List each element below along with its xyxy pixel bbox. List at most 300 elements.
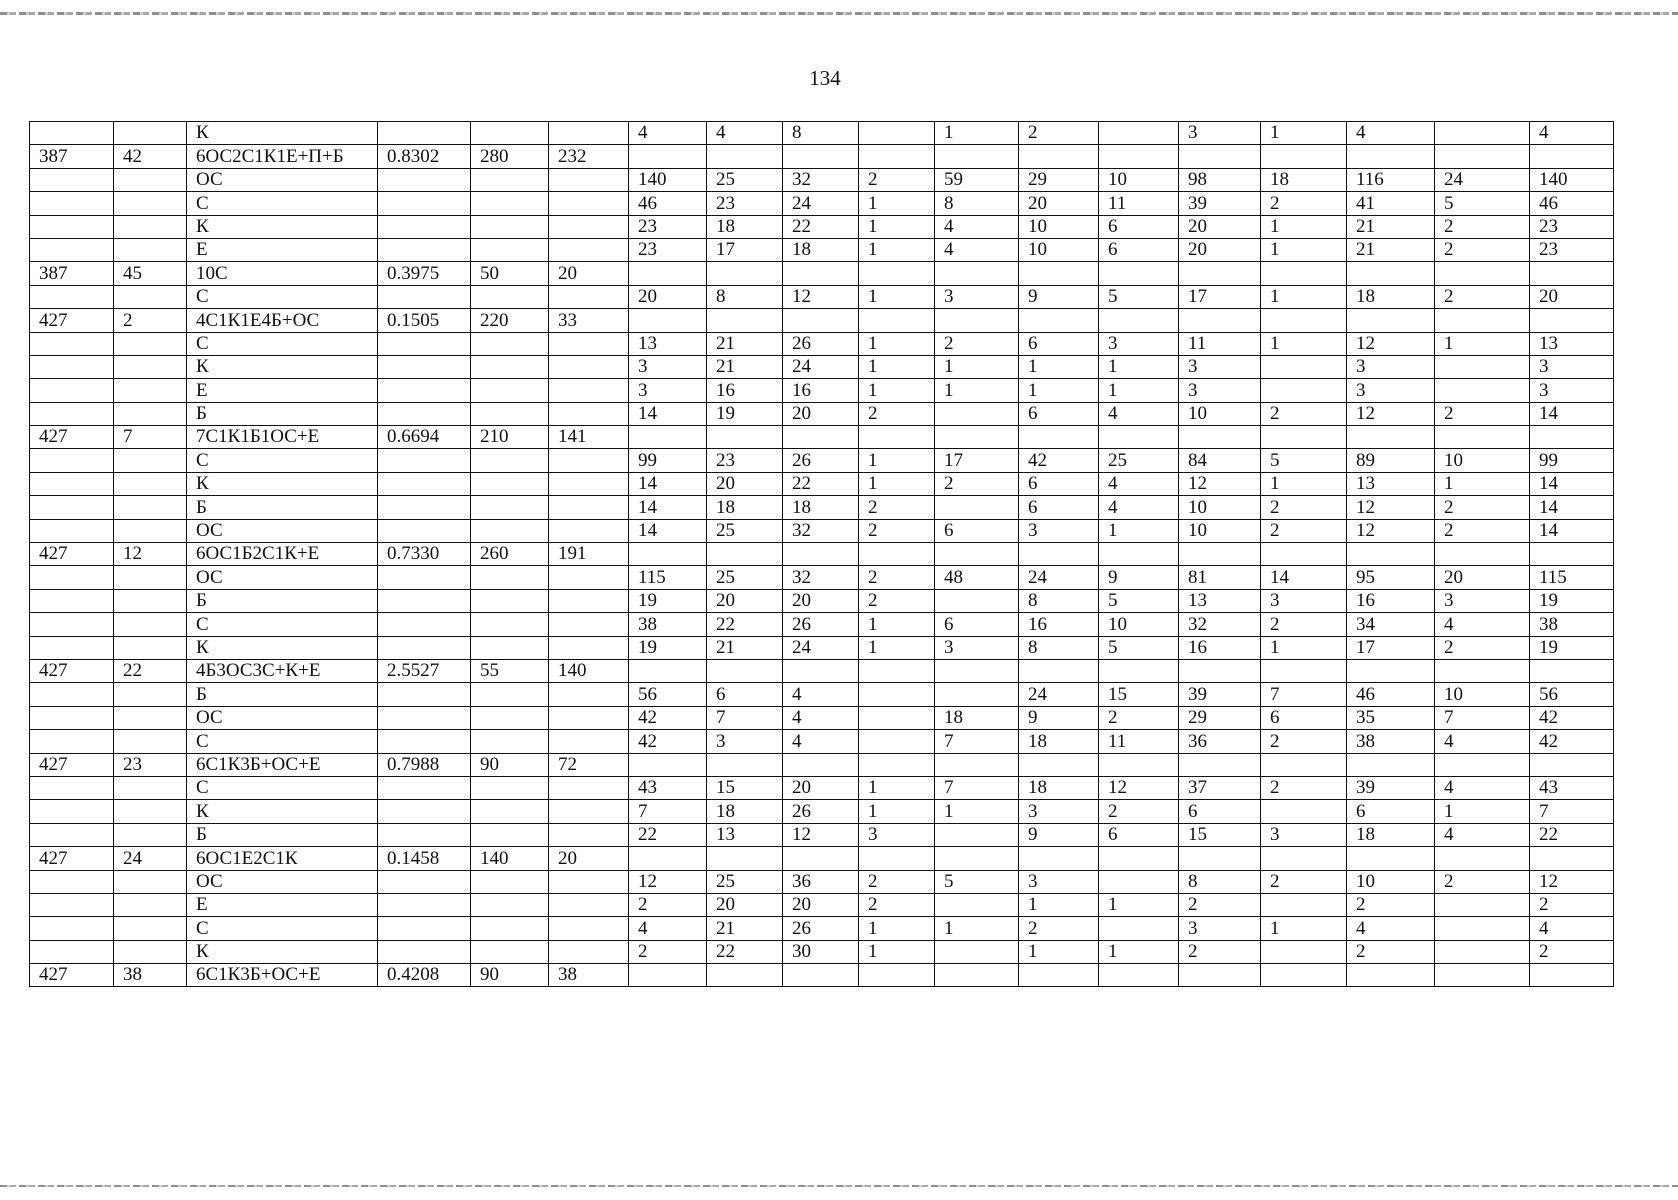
table-cell (629, 847, 707, 870)
table-cell (783, 262, 859, 285)
table-cell: 19 (1530, 589, 1614, 612)
table-cell: 2.5527 (378, 659, 471, 682)
table-cell: 22 (783, 215, 859, 238)
table-cell: 1 (1019, 940, 1099, 963)
table-cell: 6 (1019, 496, 1099, 519)
table-cell: 2 (1099, 706, 1179, 729)
table-cell: 2 (859, 496, 935, 519)
table-cell (30, 800, 114, 823)
table-cell (1179, 426, 1261, 449)
table-cell: 20 (783, 589, 859, 612)
table-cell (1019, 847, 1099, 870)
table-cell (378, 192, 471, 215)
table-cell (859, 309, 935, 332)
table-cell (1019, 543, 1099, 566)
table-cell: 18 (707, 496, 783, 519)
table-cell: 12 (114, 543, 187, 566)
table-row (30, 753, 1614, 776)
table-cell (114, 285, 187, 308)
table-cell (378, 823, 471, 846)
table-cell: 95 (1347, 566, 1435, 589)
table-row (30, 683, 1614, 706)
table-cell: 5 (1099, 636, 1179, 659)
table-cell: 43 (629, 776, 707, 799)
table-cell: 14 (629, 472, 707, 495)
table-cell (1261, 426, 1347, 449)
table-cell: 1 (1261, 636, 1347, 659)
table-cell (114, 589, 187, 612)
table-row (30, 917, 1614, 940)
table-cell (114, 215, 187, 238)
table-cell: 4 (707, 122, 783, 145)
table-cell: 280 (471, 145, 549, 168)
table-cell: 1 (1099, 379, 1179, 402)
table-cell: С (187, 730, 378, 753)
table-cell: 1 (1435, 800, 1530, 823)
table-cell: 11 (1099, 192, 1179, 215)
table-cell: 2 (859, 870, 935, 893)
table-cell: 9 (1099, 566, 1179, 589)
table-cell: 1 (1099, 893, 1179, 916)
table-cell (1435, 543, 1530, 566)
table-cell: 6ОС2С1К1Е+П+Б (187, 145, 378, 168)
table-cell: 19 (629, 589, 707, 612)
table-cell (378, 613, 471, 636)
table-cell (1530, 309, 1614, 332)
table-row (30, 332, 1614, 355)
table-cell (114, 449, 187, 472)
table-cell (378, 589, 471, 612)
table-row (30, 426, 1614, 449)
table-cell (30, 917, 114, 940)
table-row (30, 355, 1614, 378)
table-cell: 11 (1179, 332, 1261, 355)
table-cell: 4 (1435, 613, 1530, 636)
table-cell: 2 (1435, 519, 1530, 542)
table-cell: 1 (935, 379, 1019, 402)
table-cell (549, 192, 629, 215)
table-cell (30, 332, 114, 355)
table-cell (783, 847, 859, 870)
table-cell: 140 (549, 659, 629, 682)
scan-edge-bottom (0, 1185, 1678, 1187)
table-cell: 14 (1530, 472, 1614, 495)
table-cell (935, 940, 1019, 963)
table-cell (1261, 145, 1347, 168)
table-row (30, 823, 1614, 846)
table-cell (471, 823, 549, 846)
table-cell: 2 (1179, 893, 1261, 916)
table-cell: 1 (1261, 122, 1347, 145)
table-cell (935, 964, 1019, 987)
table-cell (1019, 659, 1099, 682)
table-cell (707, 847, 783, 870)
table-cell (1435, 940, 1530, 963)
table-cell: 5 (1099, 589, 1179, 612)
table-row (30, 449, 1614, 472)
table-cell: 1 (935, 355, 1019, 378)
table-cell (783, 964, 859, 987)
table-cell: 39 (1179, 192, 1261, 215)
table-cell (549, 566, 629, 589)
table-cell: 42 (629, 706, 707, 729)
table-cell (471, 917, 549, 940)
table-cell: 46 (1530, 192, 1614, 215)
table-cell (707, 543, 783, 566)
table-cell (1347, 262, 1435, 285)
table-cell (859, 122, 935, 145)
table-cell: 2 (859, 893, 935, 916)
table-cell (114, 917, 187, 940)
table-cell: 1 (859, 776, 935, 799)
table-cell: 12 (1099, 776, 1179, 799)
table-cell (1099, 145, 1179, 168)
table-cell: 2 (629, 893, 707, 916)
table-cell: 1 (1435, 332, 1530, 355)
table-cell: 14 (1261, 566, 1347, 589)
table-cell: 22 (114, 659, 187, 682)
table-cell (935, 426, 1019, 449)
table-cell: 2 (1435, 402, 1530, 425)
table-cell (1099, 659, 1179, 682)
table-cell: 2 (1347, 893, 1435, 916)
table-cell: 2 (859, 402, 935, 425)
table-cell: 1 (859, 917, 935, 940)
table-cell: 13 (1347, 472, 1435, 495)
table-cell: 16 (1179, 636, 1261, 659)
table-cell: 115 (1530, 566, 1614, 589)
table-body (30, 122, 1614, 987)
table-cell (378, 730, 471, 753)
table-cell (1019, 964, 1099, 987)
table-row (30, 800, 1614, 823)
table-cell: 17 (707, 238, 783, 261)
table-cell: 2 (629, 940, 707, 963)
table-cell: 2 (859, 168, 935, 191)
table-cell (471, 589, 549, 612)
table-cell: 14 (1530, 519, 1614, 542)
table-row (30, 776, 1614, 799)
table-cell (114, 566, 187, 589)
table-cell (1179, 659, 1261, 682)
table-cell (471, 613, 549, 636)
table-cell: 6 (935, 613, 1019, 636)
table-cell (1530, 543, 1614, 566)
table-cell: 427 (30, 659, 114, 682)
table-cell (30, 449, 114, 472)
table-cell: 0.1458 (378, 847, 471, 870)
table-row (30, 238, 1614, 261)
table-cell: 24 (783, 192, 859, 215)
table-cell: 1 (859, 379, 935, 402)
table-cell (30, 496, 114, 519)
table-cell: К (187, 636, 378, 659)
table-cell: 260 (471, 543, 549, 566)
table-cell: 6 (1179, 800, 1261, 823)
table-cell (1099, 753, 1179, 776)
table-cell (783, 659, 859, 682)
table-cell: 3 (1019, 870, 1099, 893)
table-cell: К (187, 122, 378, 145)
table-row (30, 636, 1614, 659)
table-cell (30, 730, 114, 753)
table-cell (629, 543, 707, 566)
table-cell (378, 683, 471, 706)
table-cell: Б (187, 402, 378, 425)
table-cell (783, 309, 859, 332)
table-cell: 41 (1347, 192, 1435, 215)
table-cell: 46 (1347, 683, 1435, 706)
table-cell (1261, 659, 1347, 682)
table-cell: 4 (1099, 402, 1179, 425)
table-cell (935, 402, 1019, 425)
table-cell: 12 (1347, 402, 1435, 425)
table-cell: 6ОС1Б2С1К+Е (187, 543, 378, 566)
table-cell: 4 (629, 917, 707, 940)
table-cell: 10 (1435, 449, 1530, 472)
table-cell: 7 (629, 800, 707, 823)
table-cell: 23 (114, 753, 187, 776)
table-cell: 427 (30, 964, 114, 987)
table-cell (378, 706, 471, 729)
table-cell: 29 (1179, 706, 1261, 729)
table-cell: 3 (935, 636, 1019, 659)
table-cell: ОС (187, 519, 378, 542)
table-cell (1261, 964, 1347, 987)
table-cell (30, 238, 114, 261)
table-cell (629, 262, 707, 285)
table-cell: 32 (783, 168, 859, 191)
table-cell (707, 964, 783, 987)
table-cell: 23 (707, 449, 783, 472)
table-cell (549, 917, 629, 940)
table-cell: 25 (1099, 449, 1179, 472)
table-cell: 14 (629, 519, 707, 542)
table-cell: 3 (1179, 122, 1261, 145)
table-cell: 210 (471, 426, 549, 449)
table-cell: 141 (549, 426, 629, 449)
table-cell: 20 (549, 847, 629, 870)
table-cell: 4 (1435, 730, 1530, 753)
table-row (30, 168, 1614, 191)
table-cell (1435, 964, 1530, 987)
table-cell: 6 (1261, 706, 1347, 729)
table-cell: 9 (1019, 823, 1099, 846)
table-cell: 1 (1019, 379, 1099, 402)
table-cell (549, 706, 629, 729)
table-cell: 7 (114, 426, 187, 449)
table-cell: 4 (783, 730, 859, 753)
table-cell: 1 (935, 800, 1019, 823)
table-cell: 22 (1530, 823, 1614, 846)
table-cell: 16 (707, 379, 783, 402)
table-cell (549, 168, 629, 191)
table-cell: 25 (707, 519, 783, 542)
table-cell (30, 823, 114, 846)
table-cell (1347, 543, 1435, 566)
table-cell: 12 (1179, 472, 1261, 495)
table-cell (1099, 262, 1179, 285)
table-cell: ОС (187, 168, 378, 191)
table-cell: 2 (1261, 192, 1347, 215)
table-cell: 8 (935, 192, 1019, 215)
table-cell (1435, 847, 1530, 870)
table-cell (114, 613, 187, 636)
table-cell: 2 (935, 332, 1019, 355)
table-row (30, 192, 1614, 215)
table-cell (378, 566, 471, 589)
table-cell: 2 (1261, 402, 1347, 425)
table-cell: 6 (1099, 823, 1179, 846)
table-cell: 3 (1530, 379, 1614, 402)
table-cell (935, 683, 1019, 706)
table-cell (471, 215, 549, 238)
table-cell: 19 (707, 402, 783, 425)
table-cell (378, 519, 471, 542)
table-cell (1019, 426, 1099, 449)
table-cell: К (187, 215, 378, 238)
table-cell: 20 (783, 402, 859, 425)
table-cell: ОС (187, 870, 378, 893)
table-cell (114, 402, 187, 425)
table-cell (378, 379, 471, 402)
table-cell: 20 (1179, 215, 1261, 238)
table-cell (378, 449, 471, 472)
table-cell (1099, 543, 1179, 566)
table-cell: 0.7330 (378, 543, 471, 566)
table-cell: 6 (1099, 238, 1179, 261)
table-cell (378, 472, 471, 495)
table-cell (935, 847, 1019, 870)
table-cell (1261, 379, 1347, 402)
table-cell (1179, 145, 1261, 168)
table-cell (471, 519, 549, 542)
table-cell (935, 893, 1019, 916)
table-cell: 4 (1435, 823, 1530, 846)
table-row (30, 215, 1614, 238)
table-cell (1179, 543, 1261, 566)
table-cell (549, 776, 629, 799)
table-row (30, 730, 1614, 753)
table-cell: 2 (1261, 776, 1347, 799)
table-cell: 2 (1261, 519, 1347, 542)
table-cell (783, 426, 859, 449)
table-cell (1347, 847, 1435, 870)
table-row (30, 519, 1614, 542)
table-cell: 56 (1530, 683, 1614, 706)
table-cell: 6 (707, 683, 783, 706)
table-cell: 2 (1435, 496, 1530, 519)
table-cell: 30 (783, 940, 859, 963)
table-cell: 4 (935, 215, 1019, 238)
table-cell: 1 (1019, 355, 1099, 378)
table-cell (1099, 847, 1179, 870)
table-cell: 24 (783, 355, 859, 378)
table-cell: 387 (30, 262, 114, 285)
table-cell: 43 (1530, 776, 1614, 799)
table-cell: 32 (783, 566, 859, 589)
table-cell: 3 (1019, 800, 1099, 823)
table-cell (378, 917, 471, 940)
table-cell: 6 (935, 519, 1019, 542)
table-cell: 26 (783, 332, 859, 355)
table-cell (30, 940, 114, 963)
table-cell (30, 285, 114, 308)
table-cell: 24 (1019, 566, 1099, 589)
table-cell (30, 215, 114, 238)
table-row (30, 472, 1614, 495)
table-cell (114, 800, 187, 823)
table-cell: 427 (30, 753, 114, 776)
table-cell (471, 706, 549, 729)
table-cell (707, 145, 783, 168)
table-cell (935, 589, 1019, 612)
table-cell (1347, 426, 1435, 449)
table-cell (471, 402, 549, 425)
table-cell: 23 (629, 238, 707, 261)
table-cell: 13 (1530, 332, 1614, 355)
table-cell: 7 (707, 706, 783, 729)
table-row (30, 145, 1614, 168)
table-cell (30, 122, 114, 145)
table-cell: 7 (935, 776, 1019, 799)
table-cell (549, 636, 629, 659)
table-row (30, 613, 1614, 636)
table-cell (935, 496, 1019, 519)
table-cell (1261, 893, 1347, 916)
table-cell: 1 (1435, 472, 1530, 495)
table-cell: 1 (1261, 917, 1347, 940)
table-cell (859, 543, 935, 566)
table-cell: 4 (783, 683, 859, 706)
table-cell: 26 (783, 917, 859, 940)
table-cell (378, 870, 471, 893)
table-cell (30, 472, 114, 495)
table-cell (378, 636, 471, 659)
table-cell: 4 (1099, 472, 1179, 495)
table-cell (30, 683, 114, 706)
table-cell: 3 (859, 823, 935, 846)
table-row (30, 589, 1614, 612)
table-cell: 3 (1530, 355, 1614, 378)
table-cell: 39 (1179, 683, 1261, 706)
table-cell: 18 (783, 496, 859, 519)
table-cell (549, 870, 629, 893)
table-cell: 10 (1435, 683, 1530, 706)
table-cell: 2 (859, 519, 935, 542)
table-cell: С (187, 613, 378, 636)
table-cell: 5 (1435, 192, 1530, 215)
table-cell (471, 449, 549, 472)
table-cell (629, 659, 707, 682)
table-cell: 35 (1347, 706, 1435, 729)
table-row (30, 893, 1614, 916)
table-cell (629, 426, 707, 449)
table-cell: 232 (549, 145, 629, 168)
table-cell: 59 (935, 168, 1019, 191)
table-cell: 1 (859, 636, 935, 659)
table-cell (859, 730, 935, 753)
table-cell: 0.3975 (378, 262, 471, 285)
table-cell (707, 262, 783, 285)
table-cell (30, 379, 114, 402)
table-cell: 38 (114, 964, 187, 987)
table-row (30, 402, 1614, 425)
table-cell: Е (187, 379, 378, 402)
table-cell: 3 (1179, 379, 1261, 402)
table-cell (1435, 122, 1530, 145)
table-cell (378, 893, 471, 916)
